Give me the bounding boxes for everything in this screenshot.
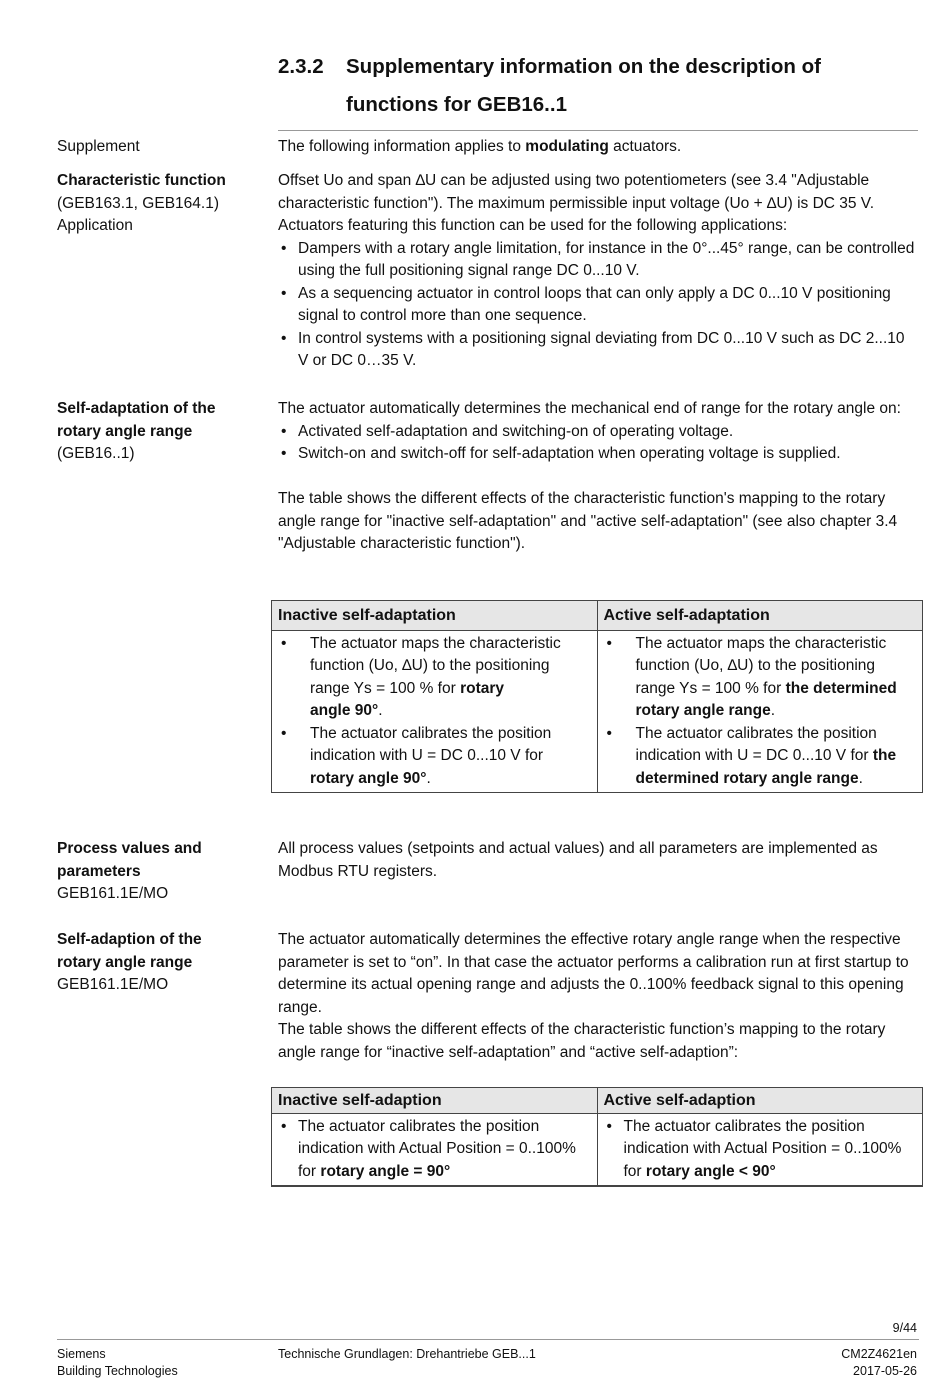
side-label-process-values bbox=[57, 838, 267, 906]
table-header-inactive: Inactive self-adaption bbox=[272, 1088, 598, 1114]
application-list bbox=[278, 238, 918, 373]
footer-date: 2017-05-26 bbox=[853, 1364, 917, 1378]
self-adaption-table bbox=[271, 1087, 923, 1187]
characteristic-subtitle: (GEB163.1, GEB164.1) bbox=[57, 194, 219, 212]
list-item: • Dampers with a rotary angle limitation, for instance in the 0°...45° range, can be controlled using the full positioning signal range DC 0...10 V. bbox=[278, 238, 918, 283]
self-adaption-body bbox=[278, 929, 918, 1064]
table-cell-active bbox=[597, 630, 923, 793]
section-title-line1: Supplementary information on the description of bbox=[346, 55, 821, 78]
characteristic-body bbox=[278, 170, 918, 373]
self-adaption-paragraph: The actuator automatically determines the effective rotary angle range when the respective parameter is set to “on”. In that case the actuator performs a calibration run at first startup to determine its actual opening range and adjusts the 0..100% feedback signal to this opening range. bbox=[278, 931, 909, 1016]
application-label: Application bbox=[57, 217, 133, 234]
side-label-self-adaptation bbox=[57, 398, 267, 466]
supplement-text-bold: modulating bbox=[525, 138, 609, 155]
characteristic-paragraph: Offset Uo and span ∆U can be adjusted using two potentiometers (see 3.4 "Adjustable characteristic function"). The maximum permissible input voltage (Uo + ∆U) is DC 35 V. Actuators featuring this function can be used for the following applications: bbox=[278, 172, 875, 234]
process-title-2: parameters bbox=[57, 862, 141, 880]
process-title-1: Process values and bbox=[57, 840, 202, 857]
footer-company-line2: Building Technologies bbox=[57, 1364, 178, 1378]
table-cell-inactive bbox=[272, 1113, 598, 1186]
list-item: • The actuator maps the characteristic function (Uo, ∆U) to the positioning range Ys = 100 % for rotary angle 90°. bbox=[278, 633, 591, 723]
table-cell-inactive bbox=[272, 630, 598, 793]
list-item: • The actuator calibrates the position indication with Actual Position = 0..100% for rotary angle = 90° bbox=[278, 1116, 591, 1184]
side-label-supplement: Supplement bbox=[57, 138, 140, 155]
footer-company-line1: Siemens bbox=[57, 1347, 106, 1361]
page-number: 9/44 bbox=[892, 1321, 917, 1335]
self-adaptation-subtitle: (GEB16..1) bbox=[57, 445, 135, 462]
section-title-line2: functions for GEB16..1 bbox=[346, 93, 567, 116]
footer-divider bbox=[57, 1339, 919, 1340]
list-item: • The actuator calibrates the position indication with Actual Position = 0..100% for rotary angle < 90° bbox=[604, 1116, 917, 1184]
self-adaptation-body bbox=[278, 398, 918, 556]
list-item: • The actuator calibrates the position indication with U = DC 0...10 V for rotary angle 90°. bbox=[278, 723, 591, 791]
self-adaption-paragraph-2: The table shows the different effects of the characteristic function’s mapping to the rotary angle range for “inactive self-adaptation” and “active self-adaption”: bbox=[278, 1021, 886, 1061]
self-adaptation-title-1: Self-adaptation of the bbox=[57, 400, 216, 417]
characteristic-title: Characteristic function bbox=[57, 172, 226, 189]
supplement-text bbox=[278, 136, 918, 159]
table-header-active: Active self-adaptation bbox=[597, 601, 923, 631]
list-item: • The actuator calibrates the position indication with U = DC 0...10 V for the determined rotary angle range. bbox=[604, 723, 917, 791]
side-label-self-adaption bbox=[57, 929, 267, 997]
self-adaptation-table bbox=[271, 600, 923, 793]
process-subtitle: GEB161.1E/MO bbox=[57, 885, 169, 902]
list-item: • The actuator maps the characteristic function (Uo, ∆U) to the positioning range Ys = 100 % for the determined rotary angle range. bbox=[604, 633, 917, 723]
self-adaptation-paragraph-2: The table shows the different effects of the characteristic function's mapping to the rotary angle range for "inactive self-adaptation" and "active self-adaptation" (see also chapter 3.4 "Adjustable characteristic function"). bbox=[278, 490, 898, 552]
list-item: • In control systems with a positioning signal deviating from DC 0...10 V such as DC 2...10 V or DC 0…35 V. bbox=[278, 328, 918, 373]
self-adaption-title-1: Self-adaption of the bbox=[57, 931, 202, 948]
footer-doc-info bbox=[841, 1346, 917, 1380]
self-adaption-subtitle: GEB161.1E/MO bbox=[57, 976, 169, 993]
section-heading bbox=[278, 48, 821, 124]
list-item: • Activated self-adaptation and switching-on of operating voltage. bbox=[278, 421, 918, 444]
list-item: • As a sequencing actuator in control loops that can only apply a DC 0...10 V positioning signal to control more than one sequence. bbox=[278, 283, 918, 328]
process-paragraph: All process values (setpoints and actual values) and all parameters are implemented as Modbus RTU registers. bbox=[278, 840, 878, 880]
footer-doc-title: Technische Grundlagen: Drehantriebe GEB...1 bbox=[278, 1347, 536, 1361]
self-adaptation-title-2: rotary angle range bbox=[57, 422, 193, 440]
side-label-characteristic bbox=[57, 170, 267, 238]
self-adaptation-list bbox=[278, 421, 918, 466]
section-number: 2.3.2 bbox=[278, 55, 324, 78]
footer-company bbox=[57, 1346, 178, 1380]
self-adaption-title-2: rotary angle range bbox=[57, 953, 193, 971]
supplement-text-post: actuators. bbox=[608, 138, 682, 155]
list-item: • Switch-on and switch-off for self-adaptation when operating voltage is supplied. bbox=[278, 443, 918, 466]
table-header-active: Active self-adaption bbox=[597, 1088, 923, 1114]
heading-divider bbox=[278, 130, 918, 131]
supplement-text-pre: The following information applies to bbox=[278, 138, 526, 155]
footer-doc-id: CM2Z4621en bbox=[841, 1347, 917, 1361]
self-adaptation-paragraph: The actuator automatically determines the mechanical end of range for the rotary angle on: bbox=[278, 400, 901, 417]
table-cell-active bbox=[597, 1113, 923, 1186]
table-header-inactive: Inactive self-adaptation bbox=[272, 601, 598, 631]
